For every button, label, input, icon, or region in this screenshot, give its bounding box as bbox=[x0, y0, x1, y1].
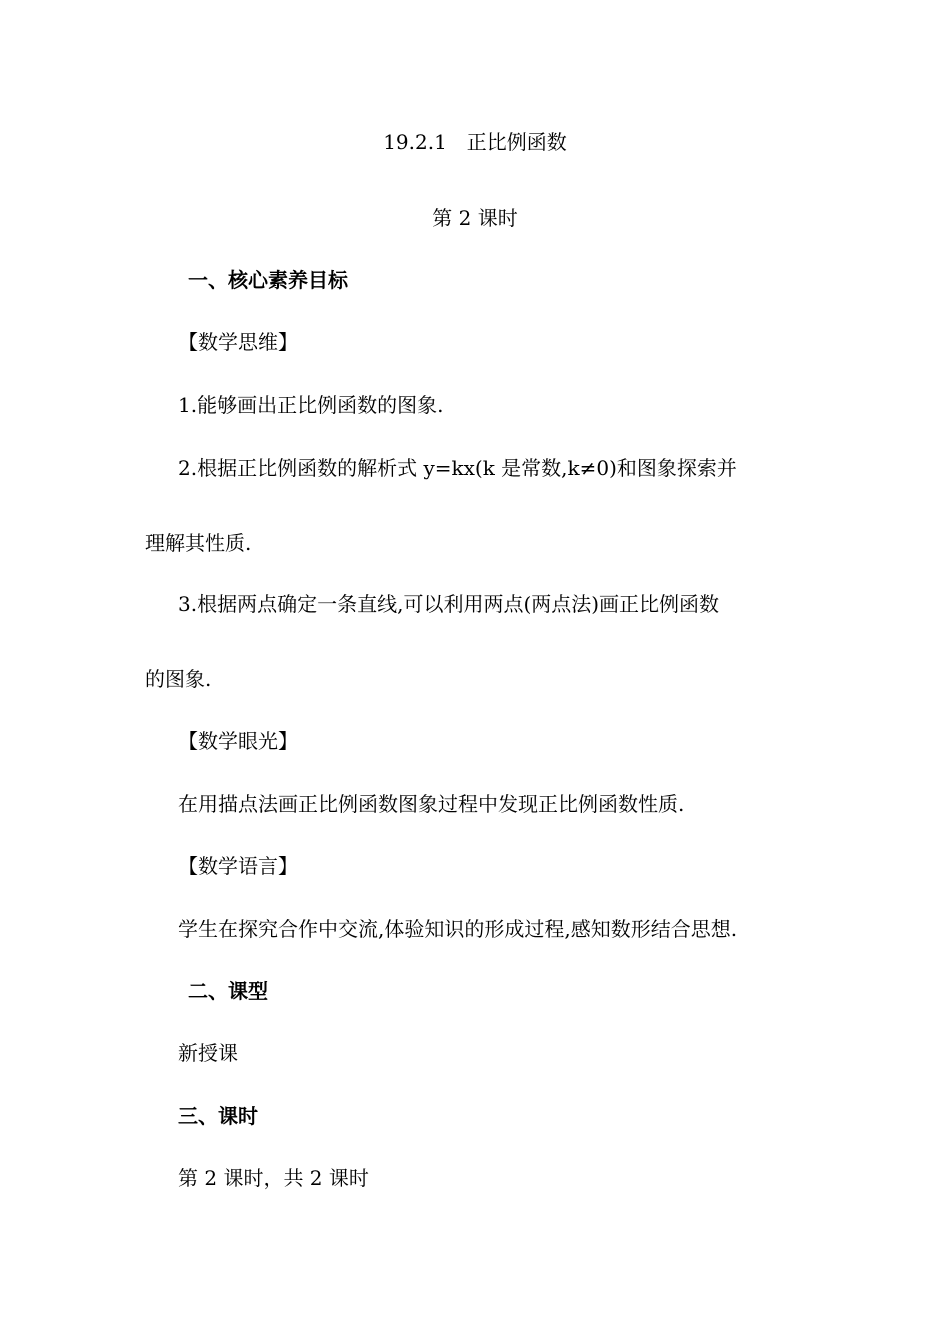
math-thinking-item-3-line-2: 的图象. bbox=[145, 667, 212, 691]
math-thinking-label: 【数学思维】 bbox=[178, 330, 298, 354]
section1-heading: 一、核心素养目标 bbox=[188, 268, 348, 292]
math-vision-label: 【数学眼光】 bbox=[178, 729, 298, 753]
math-thinking-item-2-line-2: 理解其性质. bbox=[145, 531, 252, 555]
math-thinking-item-3-line-1: 3.根据两点确定一条直线,可以利用两点(两点法)画正比例函数 bbox=[178, 592, 720, 616]
lesson-title: 19.2.1 正比例函数 bbox=[383, 130, 567, 154]
section2-heading: 二、课型 bbox=[188, 979, 268, 1003]
lesson-subtitle: 第 2 课时 bbox=[432, 206, 518, 230]
math-language-label: 【数学语言】 bbox=[178, 854, 298, 878]
math-vision-text: 在用描点法画正比例函数图象过程中发现正比例函数性质. bbox=[178, 792, 685, 816]
section3-heading: 三、课时 bbox=[178, 1104, 258, 1128]
section2-text: 新授课 bbox=[178, 1041, 238, 1065]
section3-text: 第 2 课时，共 2 课时 bbox=[178, 1166, 369, 1190]
math-thinking-item-2-line-1: 2.根据正比例函数的解析式 y=kx(k 是常数,k≠0)和图象探索并 bbox=[178, 456, 737, 480]
math-thinking-item-1: 1.能够画出正比例函数的图象. bbox=[178, 393, 444, 417]
math-language-text: 学生在探究合作中交流,体验知识的形成过程,感知数形结合思想. bbox=[178, 917, 738, 941]
